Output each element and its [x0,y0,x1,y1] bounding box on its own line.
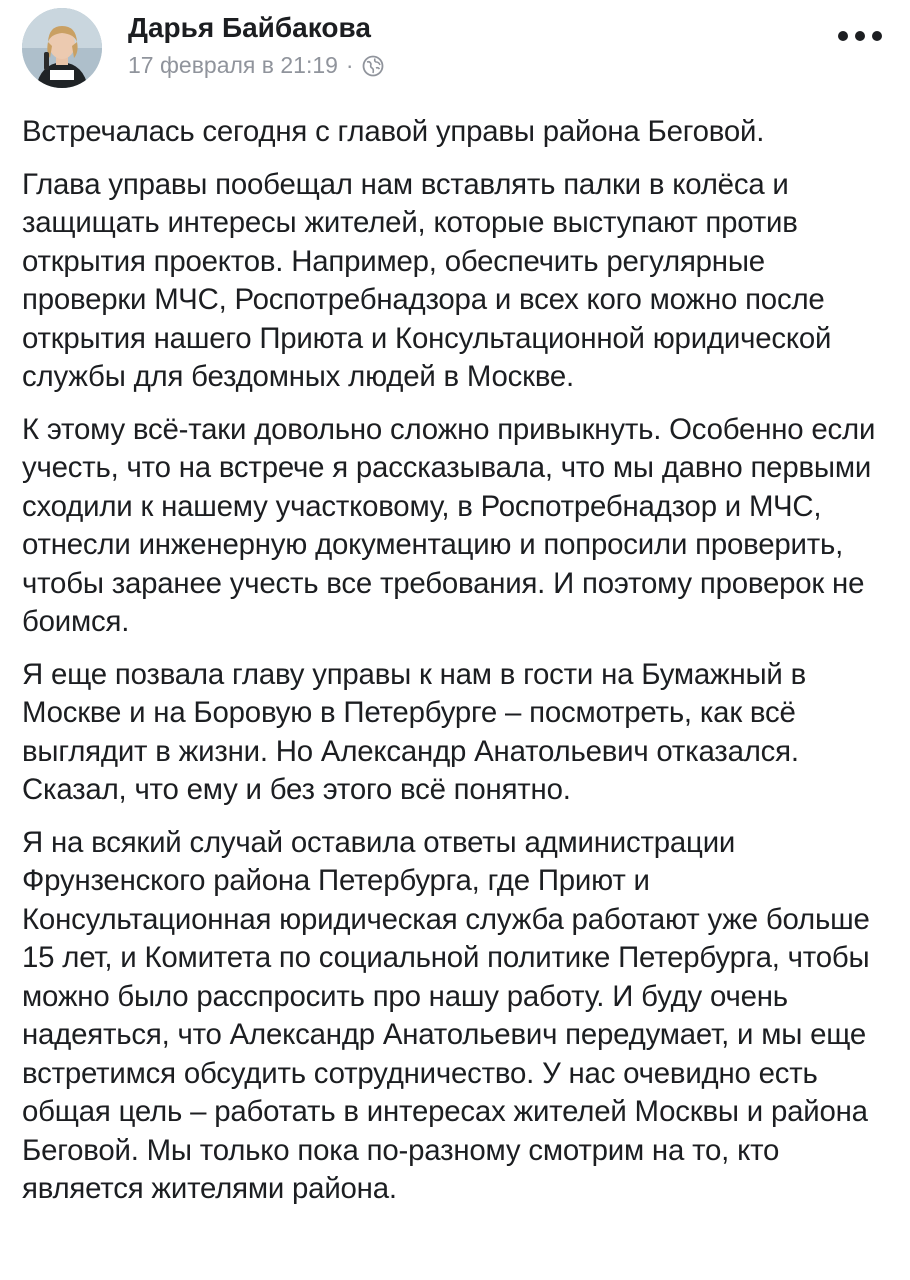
post-header [0,0,910,100]
more-dot-2 [855,31,865,41]
more-dots-icon [838,31,848,41]
globe-icon[interactable] [362,55,384,77]
post-paragraph-5: Я на всякий случай оставила ответы администрации Фрунзенского района Петербурга, где Приют и Консультационная юридическая служба работают уже больше 15 лет, и Комитета по социальной политике Петербурга, чтобы можно было расспросить про нашу работу. И буду очень надеяться, что Александр Анатольевич передумает, и мы еще встретимся обсудить сотрудничество. У нас очевидно есть общая цель – работать в интересах жителей Москвы и района Беговой. Мы только пока по-разному смотрим на то, кто является жителями района. [22,825,870,1205]
author-name[interactable]: Дарья Байбакова [128,12,371,43]
avatar-photo [22,8,102,88]
post-body [22,113,892,1223]
post-paragraph-1: Встречалась сегодня с главой управы района Беговой. [22,115,765,148]
meta-separator: · [345,52,354,78]
post-paragraph-3: К этому всё-таки довольно сложно привыкнуть. Особенно если учесть, что на встрече я рассказывала, что мы давно первыми сходили к нашему участковому, в Роспотребнадзор и МЧС, отнесли инженерную документацию и попросили проверить, чтобы заранее учесть все требования. И поэтому проверок не боимся. [22,412,876,638]
avatar[interactable] [22,8,102,88]
more-options-button[interactable] [838,24,882,48]
post-paragraph-2: Глава управы пообещал нам вставлять палки в колёса и защищать интересы жителей, которые выступают против открытия проектов. Например, обеспечить регулярные проверки МЧС, Роспотребнадзора и всех кого можно после открытия нашего Приюта и Консультационной юридической службы для бездомных людей в Москве. [22,167,832,393]
post-paragraph-4: Я еще позвала главу управы к нам в гости на Бумажный в Москве и на Боровую в Петербурге – посмотреть, как всё выглядит в жизни. Но Александр Анатольевич отказался. Сказал, что ему и без этого всё понятно. [22,657,807,806]
post-date[interactable]: 17 февраля в 21:19 [128,52,338,78]
post-meta [128,52,384,79]
more-dot-3 [872,31,882,41]
